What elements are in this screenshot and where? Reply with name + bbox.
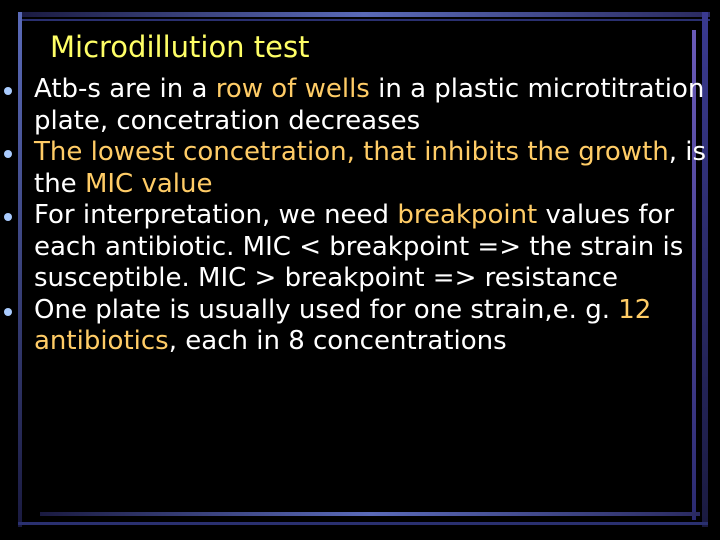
bullet-highlight-segment: 12 antibiotics xyxy=(34,294,652,356)
frame-bottom-line-thin xyxy=(18,522,708,525)
bullet-list xyxy=(0,74,720,358)
bullet-dot-icon xyxy=(4,213,12,221)
bullet-highlight-segment: The lowest concetration, that inhibits the growth xyxy=(34,137,669,167)
bullet-text xyxy=(34,295,651,357)
bullet-text-segment: Atb-s are in a xyxy=(34,74,216,104)
bullet-text-segment: values for each antibiotic. MIC < breakpoint => the strain is susceptible. MIC > breakpoint => resistance xyxy=(34,200,684,293)
bullet-highlight-segment: MIC value xyxy=(84,168,213,199)
bullet-item xyxy=(0,295,720,358)
slide-title: Microdillution test xyxy=(50,30,310,64)
bullet-text-segment: One plate is usually used for one strain,e. g. xyxy=(34,294,619,325)
bullet-dot-icon xyxy=(4,87,12,95)
bullet-highlight-segment: breakpoint xyxy=(397,200,538,230)
bullet-dot-icon xyxy=(4,308,12,316)
bullet-text-segment: , is the xyxy=(34,137,707,199)
bullet-text xyxy=(34,200,683,293)
frame-top-line xyxy=(18,12,710,17)
bullet-item xyxy=(0,74,720,137)
bullet-item xyxy=(0,200,720,295)
bullet-item xyxy=(0,137,720,200)
bullet-text-segment: For interpretation, we need xyxy=(34,200,398,230)
bullet-dot-icon xyxy=(4,150,12,158)
bullet-text-segment: , each in 8 concentrations xyxy=(168,326,507,356)
frame-bottom-line xyxy=(40,512,700,516)
frame-top-line-thin xyxy=(18,19,710,21)
bullet-text-segment: in a plastic microtitration plate, concetration decreases xyxy=(34,74,705,136)
bullet-text xyxy=(34,74,704,136)
bullet-text xyxy=(34,137,706,199)
bullet-highlight-segment: row of wells xyxy=(215,74,370,104)
